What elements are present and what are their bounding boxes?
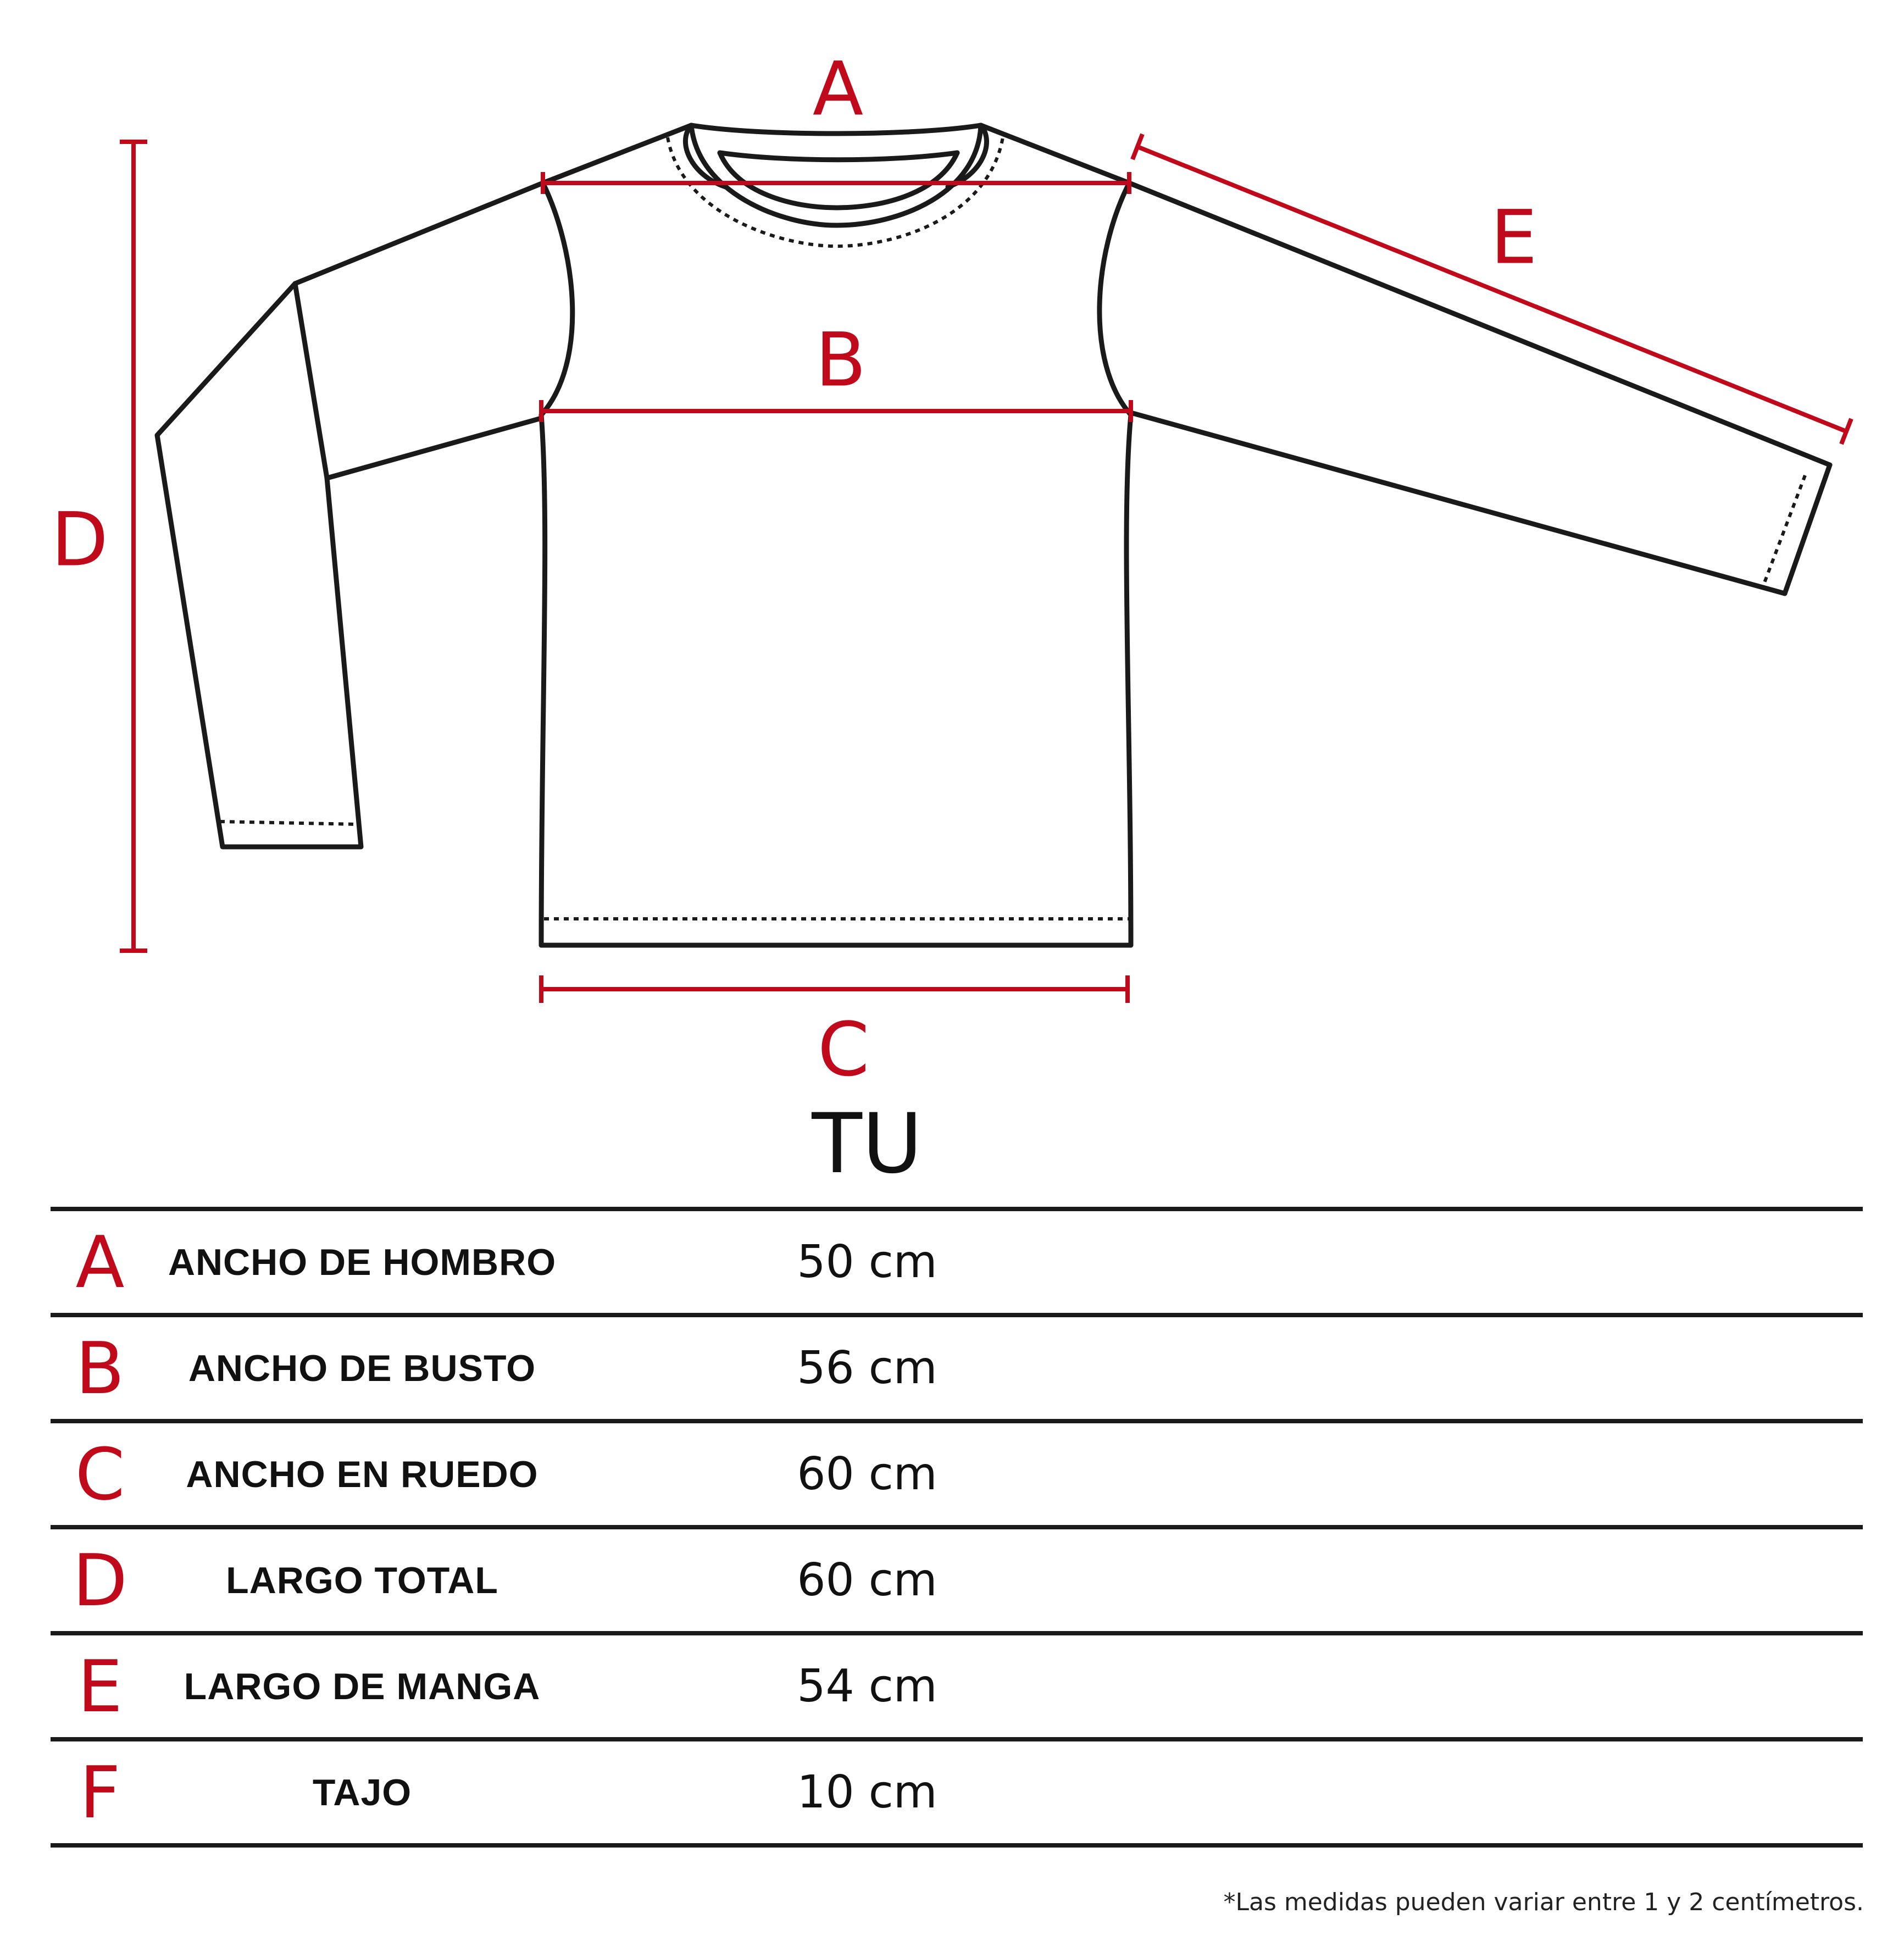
right-armhole: [1100, 183, 1131, 415]
row-letter: F: [79, 1750, 121, 1834]
dimension-label-d: D: [51, 496, 108, 583]
sweater-outline: [157, 125, 1830, 945]
row-letter: C: [75, 1432, 125, 1516]
collar-inner-top: [720, 153, 957, 160]
left-shoulder-line: [295, 125, 691, 284]
left-cuff-stitch: [220, 822, 358, 824]
left-body-side: [541, 415, 545, 945]
row-measure-value: 60 cm: [797, 1554, 937, 1606]
table-top-rule: [51, 1207, 1863, 1211]
dimension-label-c: C: [817, 1006, 870, 1093]
measurement-table: [51, 1207, 1863, 1848]
left-armhole: [541, 183, 573, 415]
table-row: [51, 1635, 1863, 1741]
table-row: [51, 1211, 1863, 1317]
stitch-lines: [220, 137, 1805, 919]
left-sleeve-outer: [157, 284, 361, 847]
right-sleeve-cuff: [1785, 465, 1830, 593]
row-measure-name: LARGO TOTAL: [226, 1559, 498, 1601]
row-measure-value: 60 cm: [797, 1447, 937, 1500]
left-underarm-line: [327, 418, 541, 478]
row-measure-value: 56 cm: [797, 1341, 937, 1394]
right-sleeve-top: [981, 125, 1830, 465]
row-letter: A: [75, 1220, 125, 1304]
row-measure-name: LARGO DE MANGA: [184, 1665, 541, 1707]
row-letter: B: [75, 1326, 125, 1410]
measurement-lines: [120, 134, 1851, 1003]
table-row: [51, 1317, 1863, 1423]
table-row: [51, 1529, 1863, 1635]
measure-line-e: [1137, 147, 1846, 431]
row-measure-name: ANCHO DE BUSTO: [188, 1347, 536, 1389]
right-body-side: [1126, 415, 1131, 945]
row-measure-value: 54 cm: [797, 1660, 937, 1712]
right-cuff-stitch: [1763, 475, 1805, 587]
left-sleeve-fold: [295, 284, 327, 478]
row-letter: D: [72, 1538, 128, 1622]
dimension-label-b: B: [815, 317, 867, 403]
dimension-label-e: E: [1490, 194, 1537, 281]
row-measure-value: 50 cm: [797, 1235, 937, 1288]
row-measure-name: ANCHO DE HOMBRO: [168, 1241, 557, 1283]
table-row: [51, 1741, 1863, 1848]
table-row: [51, 1423, 1863, 1529]
row-letter: E: [77, 1644, 123, 1728]
row-measure-value: 10 cm: [797, 1766, 937, 1818]
row-measure-name: TAJO: [312, 1771, 412, 1813]
row-measure-name: ANCHO EN RUEDO: [186, 1453, 539, 1495]
right-sleeve-bottom: [1131, 413, 1785, 593]
disclaimer-footnote: *Las medidas pueden variar entre 1 y 2 centímetros.: [1223, 1888, 1864, 1916]
size-header: TU: [812, 1096, 923, 1192]
dimension-label-a: A: [812, 46, 864, 132]
